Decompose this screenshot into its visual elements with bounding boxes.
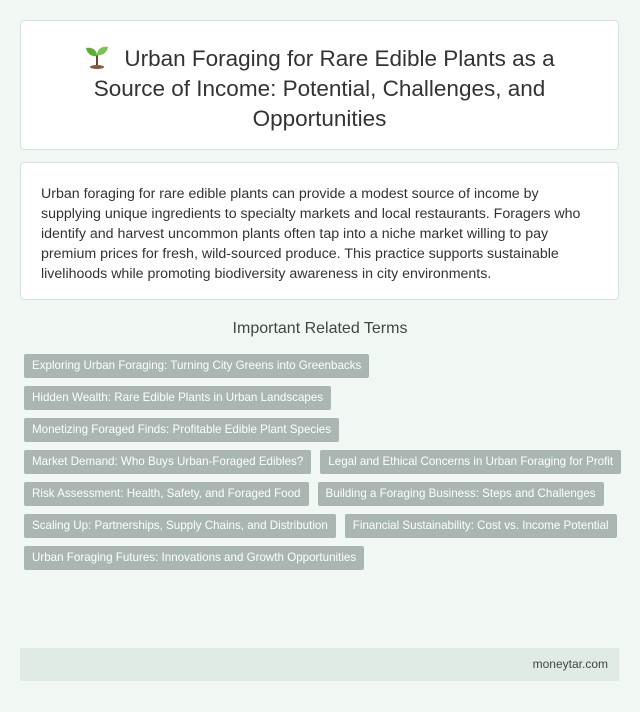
- related-term-tag[interactable]: Risk Assessment: Health, Safety, and Foraged Food: [24, 482, 309, 506]
- summary-text: Urban foraging for rare edible plants can provide a modest source of income by supplying unique ingredients to specialty markets and local restaurants. Foragers who identify and harvest uncommon plants often tap into a niche market willing to pay premium prices for fresh, wild-sourced produce. This practice supports sustainable livelihoods while promoting biodiversity awareness in city environments.: [41, 186, 581, 282]
- page-title: [21, 21, 618, 134]
- sprout-icon: [84, 43, 110, 69]
- related-term-tag[interactable]: Urban Foraging Futures: Innovations and Growth Opportunities: [24, 546, 364, 570]
- related-terms-heading: Important Related Terms: [232, 320, 408, 337]
- related-term-tag[interactable]: Scaling Up: Partnerships, Supply Chains, and Distribution: [24, 514, 336, 538]
- summary-card: [20, 162, 619, 300]
- related-term-tag[interactable]: Building a Foraging Business: Steps and Challenges: [318, 482, 604, 506]
- related-term-tag[interactable]: Hidden Wealth: Rare Edible Plants in Urban Landscapes: [24, 386, 331, 410]
- related-term-tag[interactable]: Financial Sustainability: Cost vs. Income Potential: [345, 514, 617, 538]
- footer-site-link[interactable]: moneytar.com: [532, 657, 608, 671]
- related-terms-list: [24, 354, 624, 570]
- related-term-tag[interactable]: Market Demand: Who Buys Urban-Foraged Edibles?: [24, 450, 311, 474]
- related-term-tag[interactable]: Exploring Urban Foraging: Turning City Greens into Greenbacks: [24, 354, 369, 378]
- related-term-tag[interactable]: Monetizing Foraged Finds: Profitable Edible Plant Species: [24, 418, 339, 442]
- page-title-text: Urban Foraging for Rare Edible Plants as a Source of Income: Potential, Challenges, and Opportunities: [93, 46, 555, 131]
- footer: [20, 648, 619, 681]
- title-card: [20, 20, 619, 150]
- related-term-tag[interactable]: Legal and Ethical Concerns in Urban Foraging for Profit: [320, 450, 621, 474]
